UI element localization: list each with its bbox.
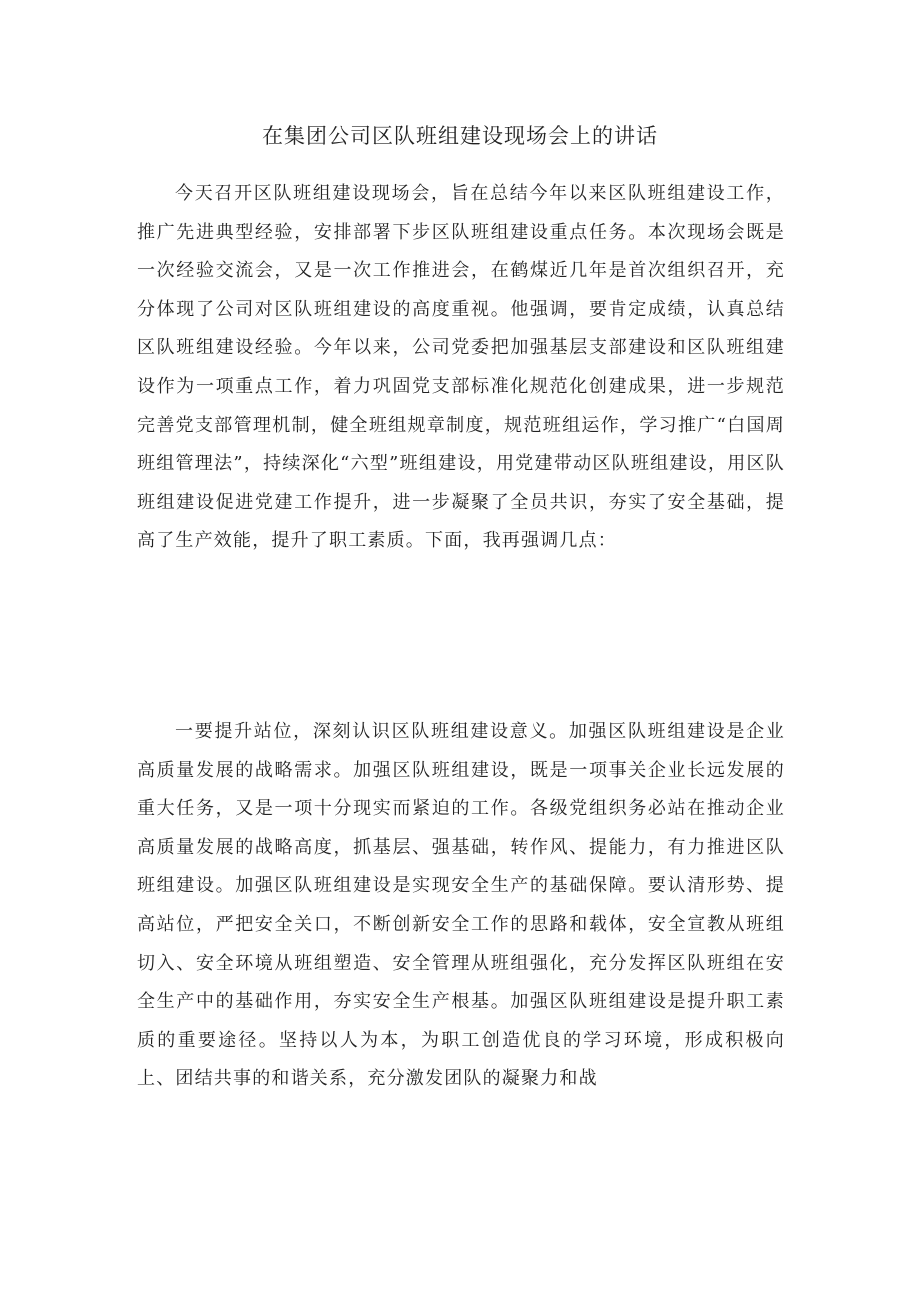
paragraph-2: 一要提升站位，深刻认识区队班组建设意义。加强区队班组建设是企业高质量发展的战略需求。加强区队班组建设，既是一项事关企业长远发展的重大任务，又是一项十分现实而紧迫的工作。各级党组织务必站在推动企业高质量发展的战略高度，抓基层、强基础，转作风、提能力，有力推进区队班组建设。加强区队班组建设是实现安全生产的基础保障。要认清形势、提高站位，严把安全关口，不断创新安全工作的思路和载体，安全宣教从班组切入、安全环境从班组塑造、安全管理从班组强化，充分发挥区队班组在安全生产中的基础作用，夯实安全生产根基。加强区队班组建设是提升职工素质的重要途径。坚持以人为本，为职工创造优良的学习环境，形成积极向上、团结共事的和谐关系，充分激发团队的凝聚力和战 [137,721,785,1090]
document-title: 在集团公司区队班组建设现场会上的讲话 [262,124,658,148]
paragraph-1: 今天召开区队班组建设现场会，旨在总结今年以来区队班组建设工作，推广先进典型经验，安排部署下步区队班组建设重点任务。本次现场会既是一次经验交流会，又是一次工作推进会，在鹤煤近几年是首次组织召开，充分体现了公司对区队班组建设的高度重视。他强调，要肯定成绩，认真总结区队班组建设经验。今年以来，公司党委把加强基层支部建设和区队班组建设作为一项重点工作，着力巩固党支部标准化规范化创建成果，进一步规范完善党支部管理机制，健全班组规章制度，规范班组运作，学习推广“白国周班组管理法”，持续深化“六型”班组建设，用党建带动区队班组建设，用区队班组建设促进党建工作提升，进一步凝聚了全员共识，夯实了安全基础，提高了生产效能，提升了职工素质。下面，我再强调几点： [137,183,785,552]
